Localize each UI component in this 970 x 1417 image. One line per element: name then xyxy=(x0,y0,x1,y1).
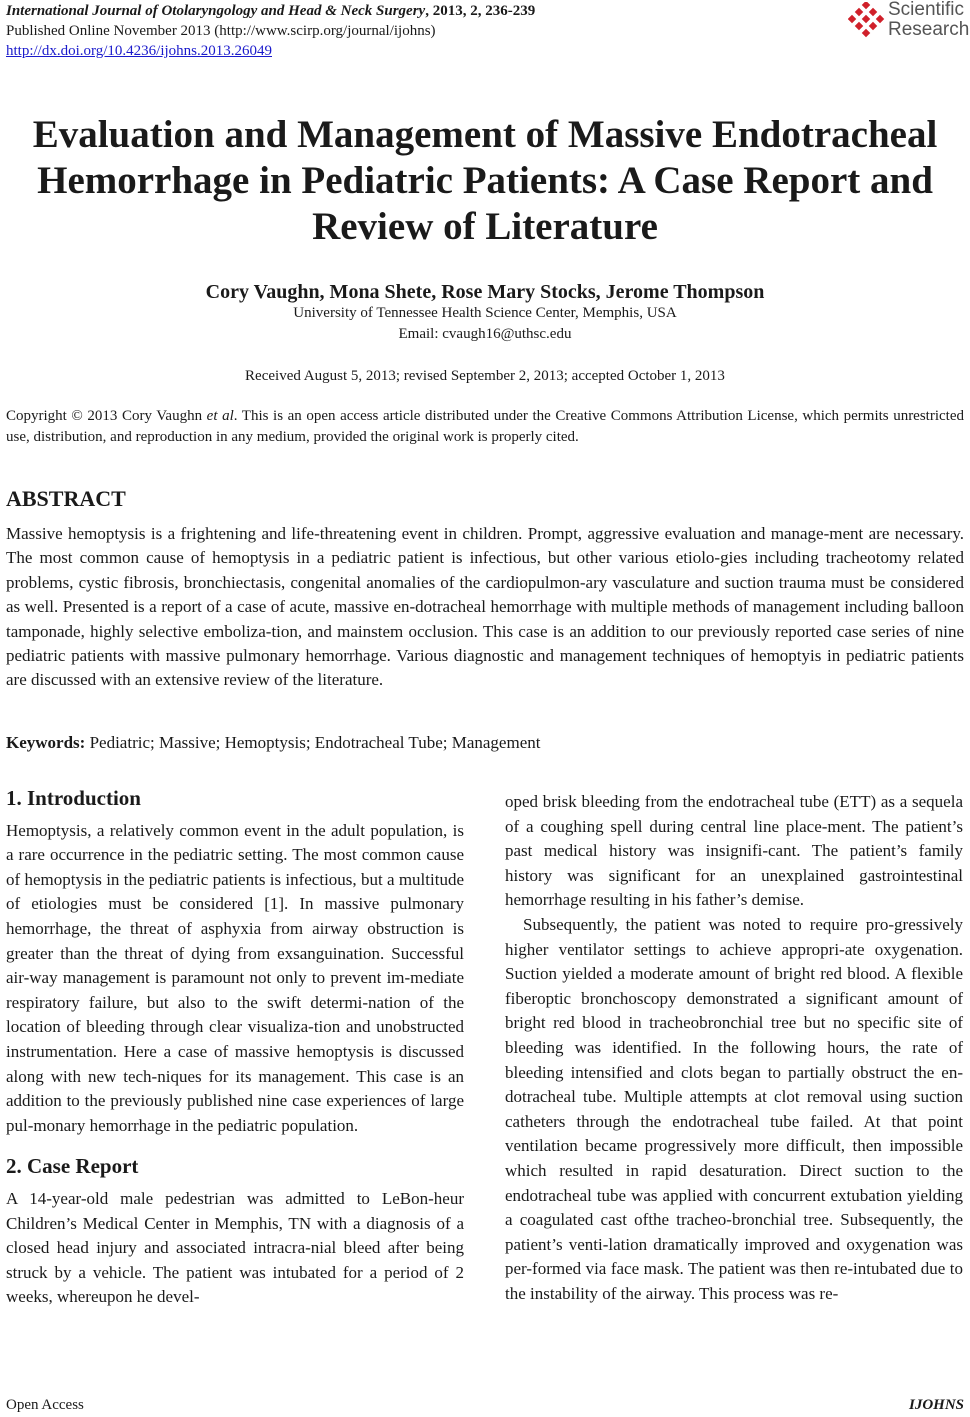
title-line-2: Hemorrhage in Pediatric Patients: A Case Report and xyxy=(37,159,933,202)
footer-open-access: Open Access xyxy=(6,1397,84,1413)
received-dates: Received August 5, 2013; revised September 2, 2013; accepted October 1, 2013 xyxy=(245,368,725,384)
article-title xyxy=(0,112,970,250)
case-paragraph: A 14-year-old male pedestrian was admitted to LeBon-heur Children’s Medical Center in Memphis, TN with a diagnosis of a closed head injury and associated intracra-nial bleed after being struck by a vehicle. The patient was intubated for a period of 2 weeks, whereupon he devel- xyxy=(6,1188,464,1307)
keywords-text: Pediatric; Massive; Hemoptysis; Endotracheal Tube; Management xyxy=(85,733,541,752)
copyright-notice xyxy=(6,406,964,448)
intro-heading: 1. Introduction xyxy=(6,786,141,810)
abstract-text: Massive hemoptysis is a frightening and life-threatening event in children. Prompt, aggressive evaluation and manage-ment are necessary. The most common cause of hemoptysis in a pediatric patient is infectious, but other various etiolo-gies including tracheotomy related problems, cystic fibrosis, bronchiectasis, congenital anomalies of the cardiopulmon-ary vasculature and suction trauma must be considered as well. Presented is a report of a case of acute, massive en-dotracheal hemorrhage with multiple methods of management including balloon tamponade, highly selective emboliza-tion, and mainstem occlusion. This case is an addition to our previously reported case series of nine pediatric patients with massive pulmonary hemorrhage. Various diagnostic and management techniques of hemoptyis in pediatric patients are discussed with an extensive review of the literature. xyxy=(6,524,964,690)
publication-info: Published Online November 2013 (http://www.scirp.org/journal/ijohns) xyxy=(6,23,436,39)
title-line-3: Review of Literature xyxy=(312,205,658,248)
right-column xyxy=(505,790,963,1306)
email: Email: cvaugh16@uthsc.edu xyxy=(398,326,572,342)
logo-line-2: Research xyxy=(888,19,970,40)
authors: Cory Vaughn, Mona Shete, Rose Mary Stocks, Jerome Thompson xyxy=(205,281,765,303)
abstract-heading: ABSTRACT xyxy=(6,486,126,511)
copyright-etal: et al xyxy=(206,408,234,424)
left-column xyxy=(6,786,464,1310)
case-heading: 2. Case Report xyxy=(6,1154,139,1179)
publisher-logo xyxy=(848,0,968,44)
case-paragraph-2: Subsequently, the patient was noted to require pro-gressively higher ventilator settings to achieve appropri-ate oxygenation. Suction yielded a moderate amount of bright red blood. A flexible fiberoptic bronchoscopy demonstrated a significant amount of bright red blood in tracheobronchial tree but no specific site of bleeding was identified. In the following hours, the rate of bleeding intensified and clots began to partially obstruct the en-dotracheal tube. Multiple attempts at clot removal using suction catheters through the endotracheal tube failed. At that point ventilation became progressively more difficult, then impossible which resulted in rapid desaturation. Direct suction to the endotracheal tube was applied with concurrent extubation yielding a coagulated cast ofthe tracheo-bronchial tree. Subsequently, the patient’s venti-lation dramatically improved and oxygenation was per-formed via face mask. The patient was then re-intubated due to the instability of the airway. This process was re- xyxy=(505,914,963,1303)
copyright-pre: Copyright © 2013 Cory Vaughn xyxy=(6,408,207,424)
keywords-label: Keywords: xyxy=(6,733,86,752)
intro-paragraph: Hemoptysis, a relatively common event in the adult population, is a rare occurrence in the pediatric setting. The most common cause of hemoptysis in the pediatric patients is infectious, but a multitude of etiologies must be considered [1]. In massive pulmonary hemorrhage, the threat of asphyxia from airway obstruction is greater than the threat of dying from exsanguination. Successful air-way management is paramount not only to prevent im-mediate respiratory failure, but also to the swift determi-nation of the location of bleeding through clear visualiza-tion and unobstructed instrumentation. Here a case of massive hemoptysis is discussed along with new tech-niques for its management. This case is an addition to the previously published nine case experiences of large pul-monary hemorrhage in the pediatric population. xyxy=(6,820,464,1135)
keywords xyxy=(6,733,540,753)
doi-link[interactable]: http://dx.doi.org/10.4236/ijohns.2013.26049 xyxy=(6,43,272,59)
title-line-1: Evaluation and Management of Massive Endotracheal xyxy=(32,113,938,156)
copyright-post: . This is an open access article distributed under the Creative Commons Attribution License, which permits unrestricted use, distribution, and reproduction in any medium, provided the original work is properly cited. xyxy=(6,408,964,445)
affiliation: University of Tennessee Health Science Center, Memphis, USA xyxy=(293,305,677,321)
scientific-research-logo-icon xyxy=(848,2,886,42)
journal-volume: , 2013, 2, 236-239 xyxy=(425,3,536,19)
journal-name xyxy=(6,3,535,20)
case-paragraph-continued: oped brisk bleeding from the endotracheal tube (ETT) as a sequela of a coughing spell during central line place-ment. The patient’s past medical history was insignifi-cant. The patient’s family history was significant for an unexplained gastrointestinal hemorrhage resulting in his father’s demise. xyxy=(505,792,963,910)
logo-text xyxy=(888,0,969,40)
footer-journal-abbrev: IJOHNS xyxy=(908,1397,964,1413)
journal-title: International Journal of Otolaryngology and Head & Neck Surgery xyxy=(6,3,426,19)
logo-line-1: Scientific xyxy=(888,0,965,20)
